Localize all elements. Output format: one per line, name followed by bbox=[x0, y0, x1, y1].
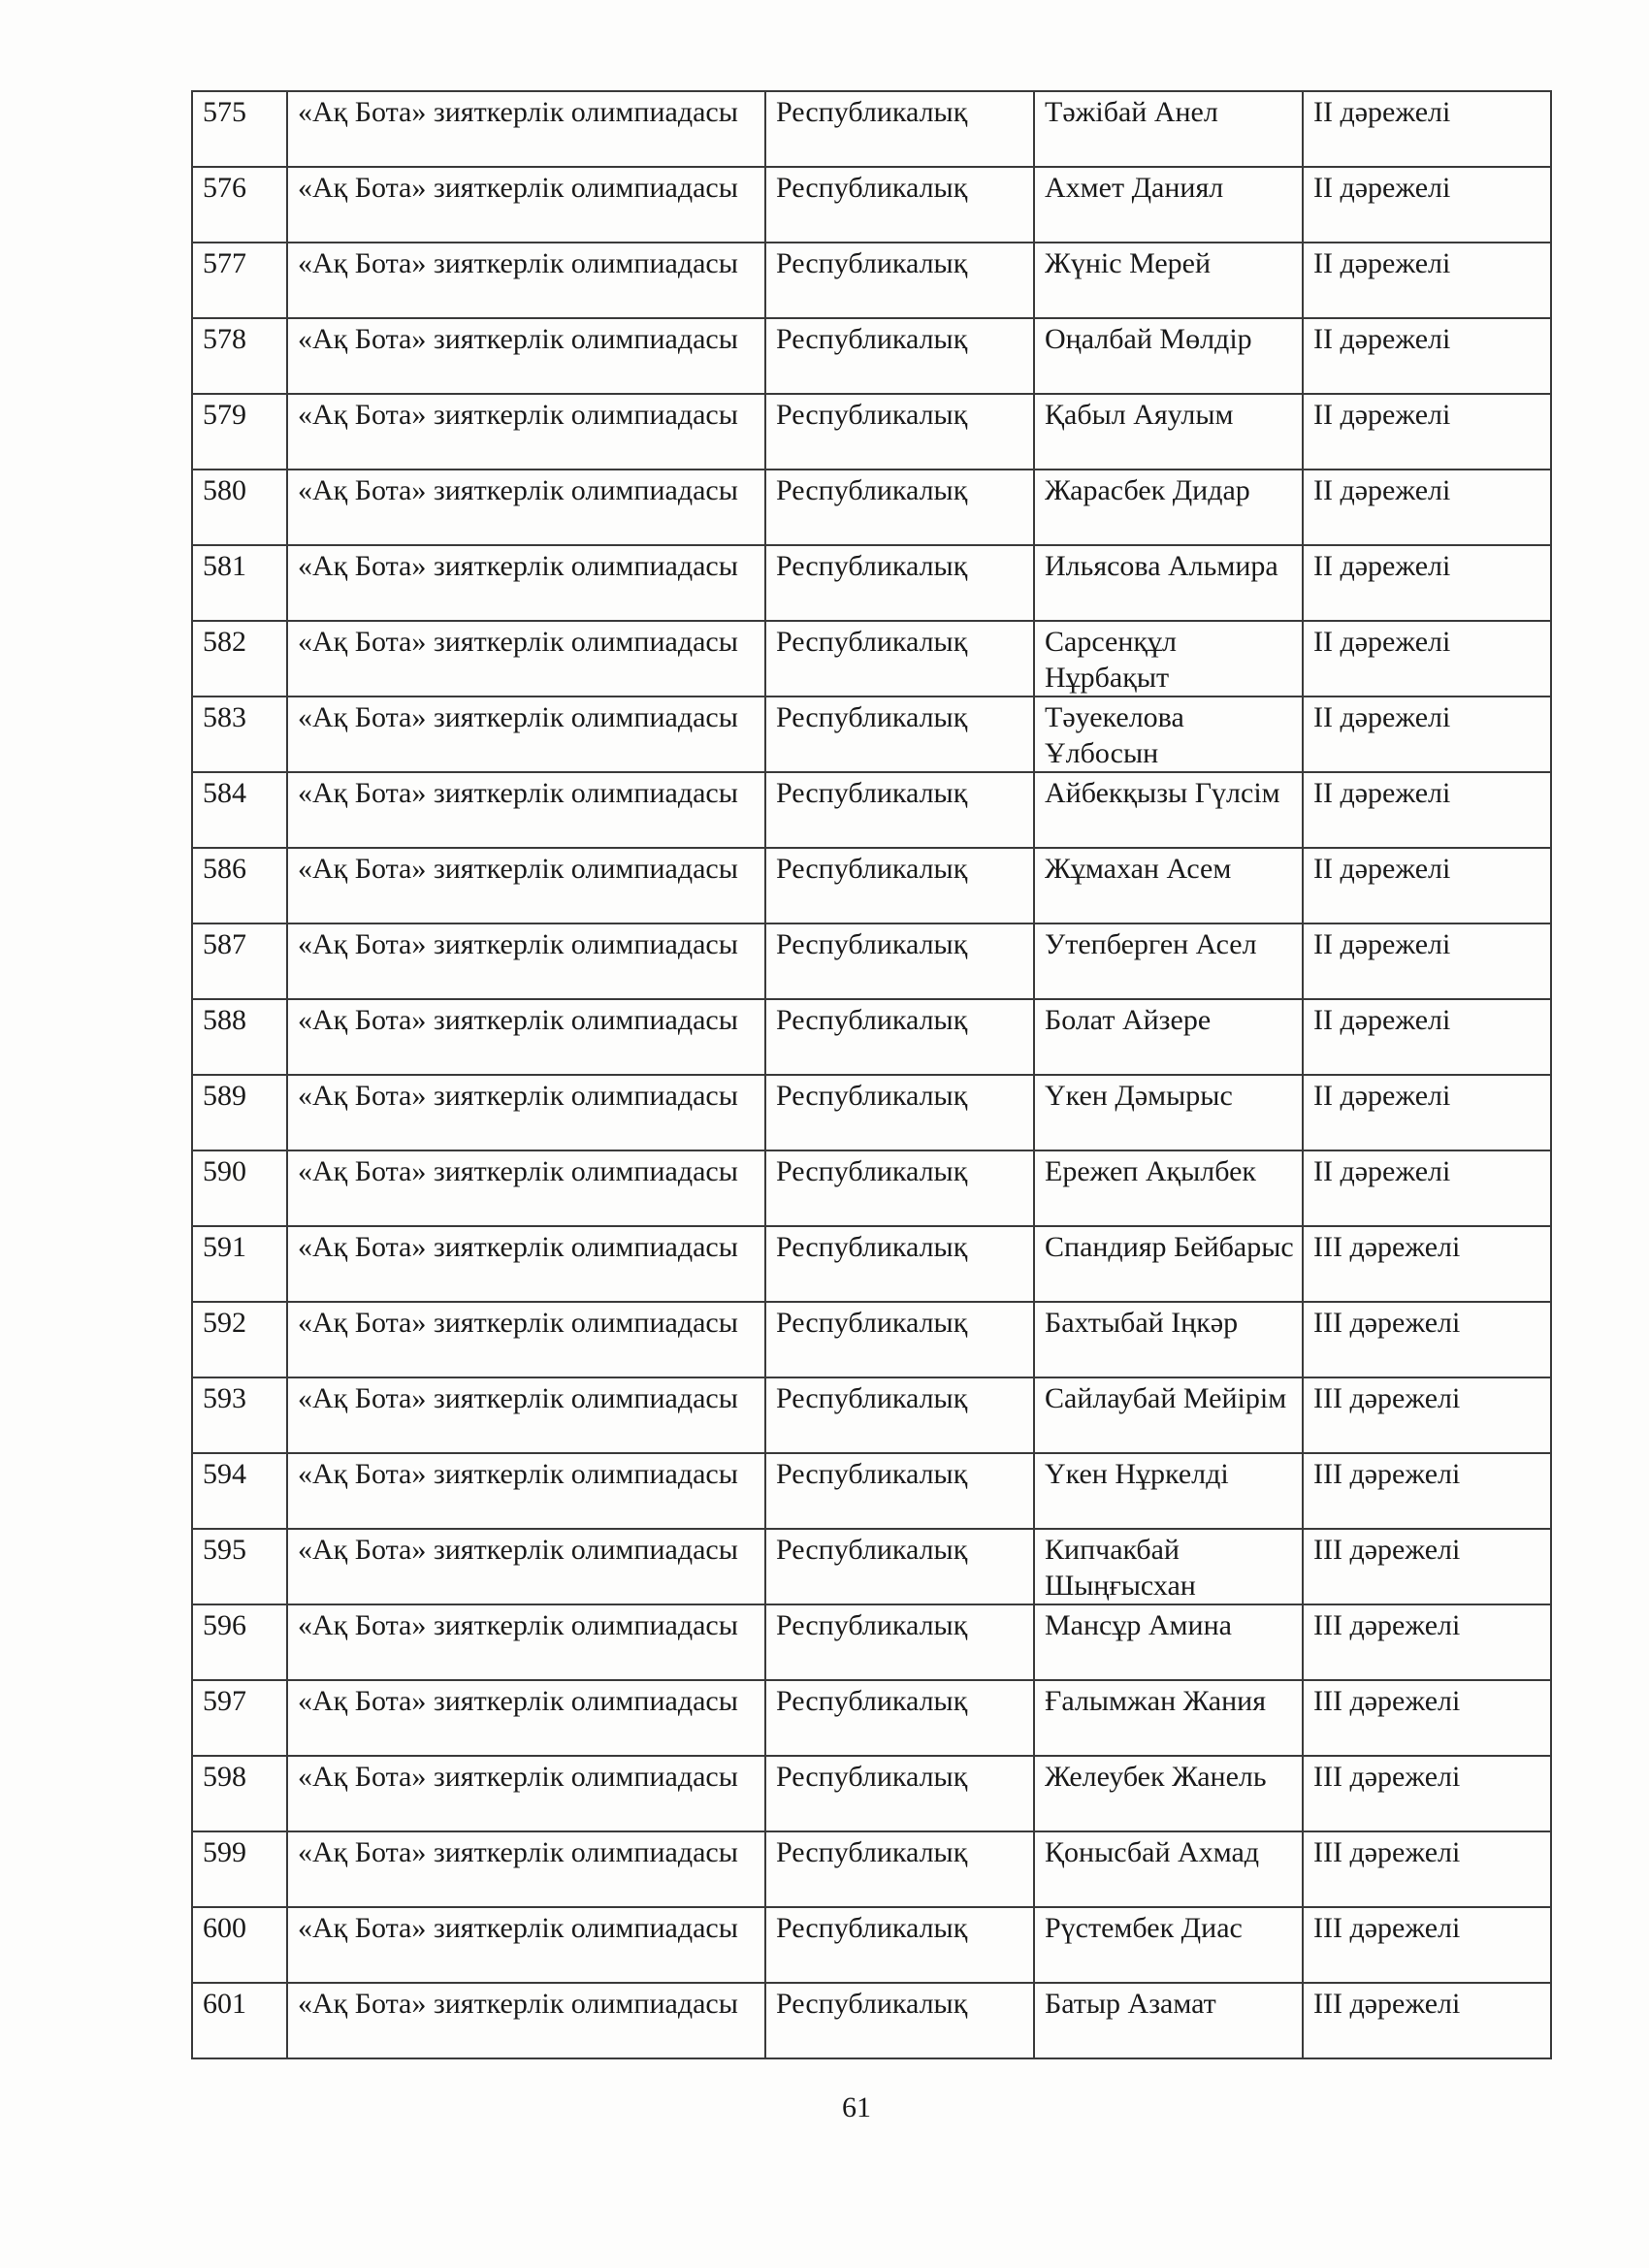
degree-cell: II дәрежелі bbox=[1303, 318, 1551, 394]
participant-name-cell: Тәжібай Анел bbox=[1034, 91, 1303, 167]
row-number-cell: 598 bbox=[192, 1756, 287, 1831]
olympiad-cell: «Ақ Бота» зияткерлік олимпиадасы bbox=[287, 394, 765, 470]
degree-cell: II дәрежелі bbox=[1303, 545, 1551, 621]
participant-name-cell: Ильясова Альмира bbox=[1034, 545, 1303, 621]
olympiad-cell: «Ақ Бота» зияткерлік олимпиадасы bbox=[287, 1529, 765, 1604]
table-row bbox=[192, 1604, 1551, 1680]
olympiad-cell: «Ақ Бота» зияткерлік олимпиадасы bbox=[287, 1150, 765, 1226]
participant-name-cell: Бахтыбай Іңкәр bbox=[1034, 1302, 1303, 1377]
olympiad-cell: «Ақ Бота» зияткерлік олимпиадасы bbox=[287, 1075, 765, 1150]
level-cell: Республикалық bbox=[765, 1831, 1034, 1907]
level-cell: Республикалық bbox=[765, 545, 1034, 621]
table-row bbox=[192, 1075, 1551, 1150]
level-cell: Республикалық bbox=[765, 243, 1034, 318]
table-row bbox=[192, 1302, 1551, 1377]
participant-name-cell: Утепберген Асел bbox=[1034, 923, 1303, 999]
row-number-cell: 601 bbox=[192, 1983, 287, 2058]
row-number-cell: 595 bbox=[192, 1529, 287, 1604]
degree-cell: III дәрежелі bbox=[1303, 1377, 1551, 1453]
participant-name-cell: Үкен Нұркелді bbox=[1034, 1453, 1303, 1529]
table-row bbox=[192, 999, 1551, 1075]
table-row bbox=[192, 1907, 1551, 1983]
olympiad-cell: «Ақ Бота» зияткерлік олимпиадасы bbox=[287, 772, 765, 848]
olympiad-cell: «Ақ Бота» зияткерлік олимпиадасы bbox=[287, 91, 765, 167]
level-cell: Республикалық bbox=[765, 697, 1034, 772]
degree-cell: III дәрежелі bbox=[1303, 1302, 1551, 1377]
table-row bbox=[192, 1529, 1551, 1604]
olympiad-cell: «Ақ Бота» зияткерлік олимпиадасы bbox=[287, 1302, 765, 1377]
degree-cell: II дәрежелі bbox=[1303, 621, 1551, 697]
degree-cell: III дәрежелі bbox=[1303, 1453, 1551, 1529]
olympiad-cell: «Ақ Бота» зияткерлік олимпиадасы bbox=[287, 1983, 765, 2058]
level-cell: Республикалық bbox=[765, 167, 1034, 243]
level-cell: Республикалық bbox=[765, 1075, 1034, 1150]
row-number-cell: 575 bbox=[192, 91, 287, 167]
level-cell: Республикалық bbox=[765, 1226, 1034, 1302]
row-number-cell: 597 bbox=[192, 1680, 287, 1756]
olympiad-cell: «Ақ Бота» зияткерлік олимпиадасы bbox=[287, 1680, 765, 1756]
level-cell: Республикалық bbox=[765, 470, 1034, 545]
row-number-cell: 584 bbox=[192, 772, 287, 848]
level-cell: Республикалық bbox=[765, 999, 1034, 1075]
row-number-cell: 593 bbox=[192, 1377, 287, 1453]
degree-cell: III дәрежелі bbox=[1303, 1831, 1551, 1907]
participant-name-cell: Батыр Азамат bbox=[1034, 1983, 1303, 2058]
degree-cell: II дәрежелі bbox=[1303, 243, 1551, 318]
table-row bbox=[192, 1831, 1551, 1907]
level-cell: Республикалық bbox=[765, 1377, 1034, 1453]
table-row bbox=[192, 470, 1551, 545]
olympiad-cell: «Ақ Бота» зияткерлік олимпиадасы bbox=[287, 1604, 765, 1680]
degree-cell: III дәрежелі bbox=[1303, 1907, 1551, 1983]
table-row bbox=[192, 167, 1551, 243]
awards-table bbox=[191, 90, 1552, 2059]
level-cell: Республикалық bbox=[765, 772, 1034, 848]
page-number: 61 bbox=[842, 2091, 871, 2123]
table-row bbox=[192, 545, 1551, 621]
participant-name-cell: Ережеп Ақылбек bbox=[1034, 1150, 1303, 1226]
level-cell: Республикалық bbox=[765, 621, 1034, 697]
row-number-cell: 587 bbox=[192, 923, 287, 999]
row-number-cell: 580 bbox=[192, 470, 287, 545]
degree-cell: II дәрежелі bbox=[1303, 1075, 1551, 1150]
degree-cell: II дәрежелі bbox=[1303, 772, 1551, 848]
level-cell: Республикалық bbox=[765, 1756, 1034, 1831]
olympiad-cell: «Ақ Бота» зияткерлік олимпиадасы bbox=[287, 167, 765, 243]
olympiad-cell: «Ақ Бота» зияткерлік олимпиадасы bbox=[287, 1453, 765, 1529]
awards-table-body bbox=[192, 91, 1551, 2058]
olympiad-cell: «Ақ Бота» зияткерлік олимпиадасы bbox=[287, 1756, 765, 1831]
degree-cell: II дәрежелі bbox=[1303, 470, 1551, 545]
table-row bbox=[192, 1756, 1551, 1831]
degree-cell: II дәрежелі bbox=[1303, 91, 1551, 167]
table-row bbox=[192, 243, 1551, 318]
table-row bbox=[192, 1150, 1551, 1226]
olympiad-cell: «Ақ Бота» зияткерлік олимпиадасы bbox=[287, 621, 765, 697]
row-number-cell: 588 bbox=[192, 999, 287, 1075]
row-number-cell: 578 bbox=[192, 318, 287, 394]
table-row bbox=[192, 772, 1551, 848]
level-cell: Республикалық bbox=[765, 1529, 1034, 1604]
participant-name-cell: Жүніс Мерей bbox=[1034, 243, 1303, 318]
row-number-cell: 577 bbox=[192, 243, 287, 318]
participant-name-cell: Сарсенқұл Нұрбақыт bbox=[1034, 621, 1303, 697]
table-row bbox=[192, 1680, 1551, 1756]
participant-name-cell: Жұмахан Асем bbox=[1034, 848, 1303, 923]
row-number-cell: 579 bbox=[192, 394, 287, 470]
participant-name-cell: Ахмет Даниял bbox=[1034, 167, 1303, 243]
degree-cell: III дәрежелі bbox=[1303, 1983, 1551, 2058]
degree-cell: II дәрежелі bbox=[1303, 999, 1551, 1075]
olympiad-cell: «Ақ Бота» зияткерлік олимпиадасы bbox=[287, 1226, 765, 1302]
olympiad-cell: «Ақ Бота» зияткерлік олимпиадасы bbox=[287, 318, 765, 394]
level-cell: Республикалық bbox=[765, 1302, 1034, 1377]
degree-cell: III дәрежелі bbox=[1303, 1226, 1551, 1302]
participant-name-cell: Сайлаубай Мейірім bbox=[1034, 1377, 1303, 1453]
row-number-cell: 582 bbox=[192, 621, 287, 697]
row-number-cell: 586 bbox=[192, 848, 287, 923]
row-number-cell: 590 bbox=[192, 1150, 287, 1226]
participant-name-cell: Қонысбай Ахмад bbox=[1034, 1831, 1303, 1907]
degree-cell: II дәрежелі bbox=[1303, 167, 1551, 243]
level-cell: Республикалық bbox=[765, 1907, 1034, 1983]
level-cell: Республикалық bbox=[765, 923, 1034, 999]
table-row bbox=[192, 1377, 1551, 1453]
olympiad-cell: «Ақ Бота» зияткерлік олимпиадасы bbox=[287, 545, 765, 621]
degree-cell: II дәрежелі bbox=[1303, 923, 1551, 999]
participant-name-cell: Айбекқызы Гүлсім bbox=[1034, 772, 1303, 848]
level-cell: Республикалық bbox=[765, 394, 1034, 470]
degree-cell: II дәрежелі bbox=[1303, 1150, 1551, 1226]
table-row bbox=[192, 318, 1551, 394]
degree-cell: II дәрежелі bbox=[1303, 848, 1551, 923]
olympiad-cell: «Ақ Бота» зияткерлік олимпиадасы bbox=[287, 470, 765, 545]
participant-name-cell: Рүстембек Диас bbox=[1034, 1907, 1303, 1983]
row-number-cell: 594 bbox=[192, 1453, 287, 1529]
participant-name-cell: Спандияр Бейбарыс bbox=[1034, 1226, 1303, 1302]
olympiad-cell: «Ақ Бота» зияткерлік олимпиадасы bbox=[287, 1907, 765, 1983]
participant-name-cell: Жарасбек Дидар bbox=[1034, 470, 1303, 545]
level-cell: Республикалық bbox=[765, 1604, 1034, 1680]
row-number-cell: 581 bbox=[192, 545, 287, 621]
participant-name-cell: Болат Айзере bbox=[1034, 999, 1303, 1075]
table-row bbox=[192, 91, 1551, 167]
row-number-cell: 592 bbox=[192, 1302, 287, 1377]
olympiad-cell: «Ақ Бота» зияткерлік олимпиадасы bbox=[287, 1831, 765, 1907]
participant-name-cell: Кипчакбай Шыңғысхан bbox=[1034, 1529, 1303, 1604]
participant-name-cell: Тәуекелова Ұлбосын bbox=[1034, 697, 1303, 772]
degree-cell: II дәрежелі bbox=[1303, 697, 1551, 772]
row-number-cell: 589 bbox=[192, 1075, 287, 1150]
table-row bbox=[192, 1453, 1551, 1529]
table-row bbox=[192, 848, 1551, 923]
row-number-cell: 583 bbox=[192, 697, 287, 772]
degree-cell: III дәрежелі bbox=[1303, 1604, 1551, 1680]
level-cell: Республикалық bbox=[765, 1680, 1034, 1756]
participant-name-cell: Мансұр Амина bbox=[1034, 1604, 1303, 1680]
olympiad-cell: «Ақ Бота» зияткерлік олимпиадасы bbox=[287, 848, 765, 923]
olympiad-cell: «Ақ Бота» зияткерлік олимпиадасы bbox=[287, 1377, 765, 1453]
participant-name-cell: Оңалбай Мөлдір bbox=[1034, 318, 1303, 394]
table-row bbox=[192, 394, 1551, 470]
participant-name-cell: Ғалымжан Жания bbox=[1034, 1680, 1303, 1756]
level-cell: Республикалық bbox=[765, 318, 1034, 394]
participant-name-cell: Желеубек Жанель bbox=[1034, 1756, 1303, 1831]
table-row bbox=[192, 621, 1551, 697]
row-number-cell: 600 bbox=[192, 1907, 287, 1983]
degree-cell: II дәрежелі bbox=[1303, 394, 1551, 470]
row-number-cell: 596 bbox=[192, 1604, 287, 1680]
olympiad-cell: «Ақ Бота» зияткерлік олимпиадасы bbox=[287, 697, 765, 772]
level-cell: Республикалық bbox=[765, 1150, 1034, 1226]
table-row bbox=[192, 1983, 1551, 2058]
olympiad-cell: «Ақ Бота» зияткерлік олимпиадасы bbox=[287, 243, 765, 318]
participant-name-cell: Үкен Дәмырыс bbox=[1034, 1075, 1303, 1150]
level-cell: Республикалық bbox=[765, 848, 1034, 923]
row-number-cell: 599 bbox=[192, 1831, 287, 1907]
degree-cell: III дәрежелі bbox=[1303, 1756, 1551, 1831]
degree-cell: III дәрежелі bbox=[1303, 1529, 1551, 1604]
degree-cell: III дәрежелі bbox=[1303, 1680, 1551, 1756]
table-row bbox=[192, 1226, 1551, 1302]
participant-name-cell: Қабыл Аяулым bbox=[1034, 394, 1303, 470]
level-cell: Республикалық bbox=[765, 91, 1034, 167]
row-number-cell: 576 bbox=[192, 167, 287, 243]
level-cell: Республикалық bbox=[765, 1983, 1034, 2058]
level-cell: Республикалық bbox=[765, 1453, 1034, 1529]
table-row bbox=[192, 697, 1551, 772]
table-row bbox=[192, 923, 1551, 999]
olympiad-cell: «Ақ Бота» зияткерлік олимпиадасы bbox=[287, 923, 765, 999]
row-number-cell: 591 bbox=[192, 1226, 287, 1302]
olympiad-cell: «Ақ Бота» зияткерлік олимпиадасы bbox=[287, 999, 765, 1075]
